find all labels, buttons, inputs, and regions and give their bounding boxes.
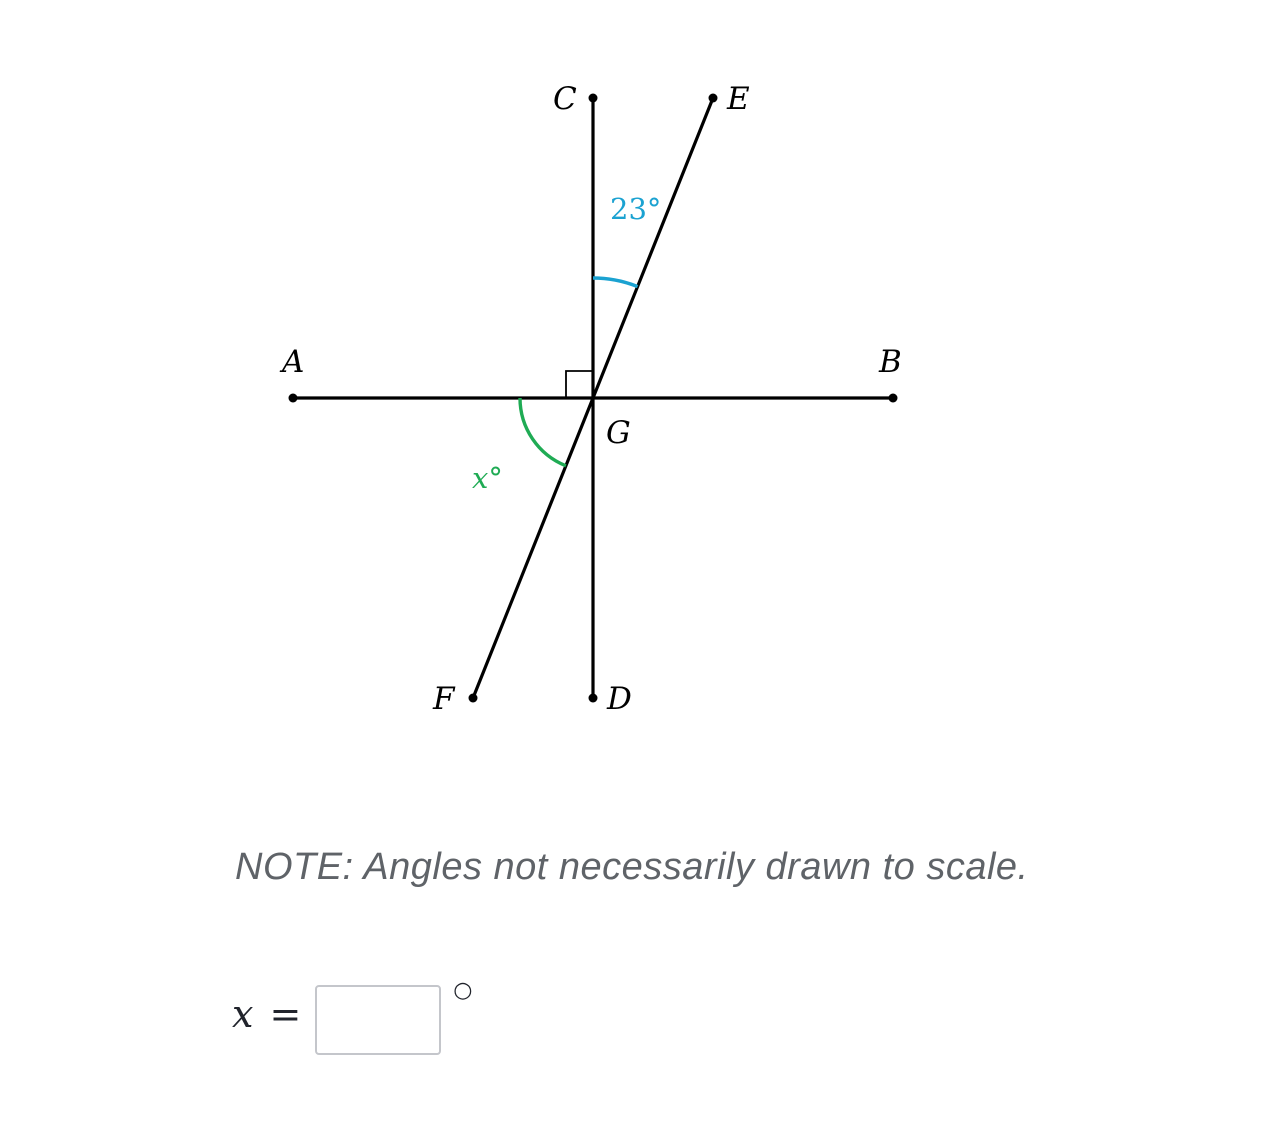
unknown-angle-label: x° bbox=[472, 461, 503, 495]
answer-variable: x bbox=[232, 992, 254, 1036]
label-e: E bbox=[727, 81, 750, 117]
point-b bbox=[889, 394, 898, 403]
label-g: G bbox=[606, 415, 631, 451]
label-a: A bbox=[282, 344, 305, 380]
given-angle-label: 23° bbox=[610, 192, 662, 226]
equals-sign: = bbox=[269, 992, 302, 1036]
answer-row bbox=[232, 978, 472, 1060]
degree-symbol: ○ bbox=[453, 978, 473, 1003]
label-c: C bbox=[553, 81, 577, 117]
point-e bbox=[709, 94, 718, 103]
point-f bbox=[469, 694, 478, 703]
point-a bbox=[289, 394, 298, 403]
answer-input[interactable] bbox=[315, 985, 441, 1055]
given-angle-arc bbox=[593, 278, 638, 287]
scale-note: NOTE: Angles not necessarily drawn to scale. bbox=[235, 846, 1029, 888]
unknown-angle-arc bbox=[520, 398, 566, 466]
point-c bbox=[589, 94, 598, 103]
point-d bbox=[589, 694, 598, 703]
label-f: F bbox=[433, 681, 455, 717]
label-b: B bbox=[879, 344, 902, 380]
label-d: D bbox=[607, 681, 632, 717]
right-angle-marker bbox=[566, 371, 593, 398]
